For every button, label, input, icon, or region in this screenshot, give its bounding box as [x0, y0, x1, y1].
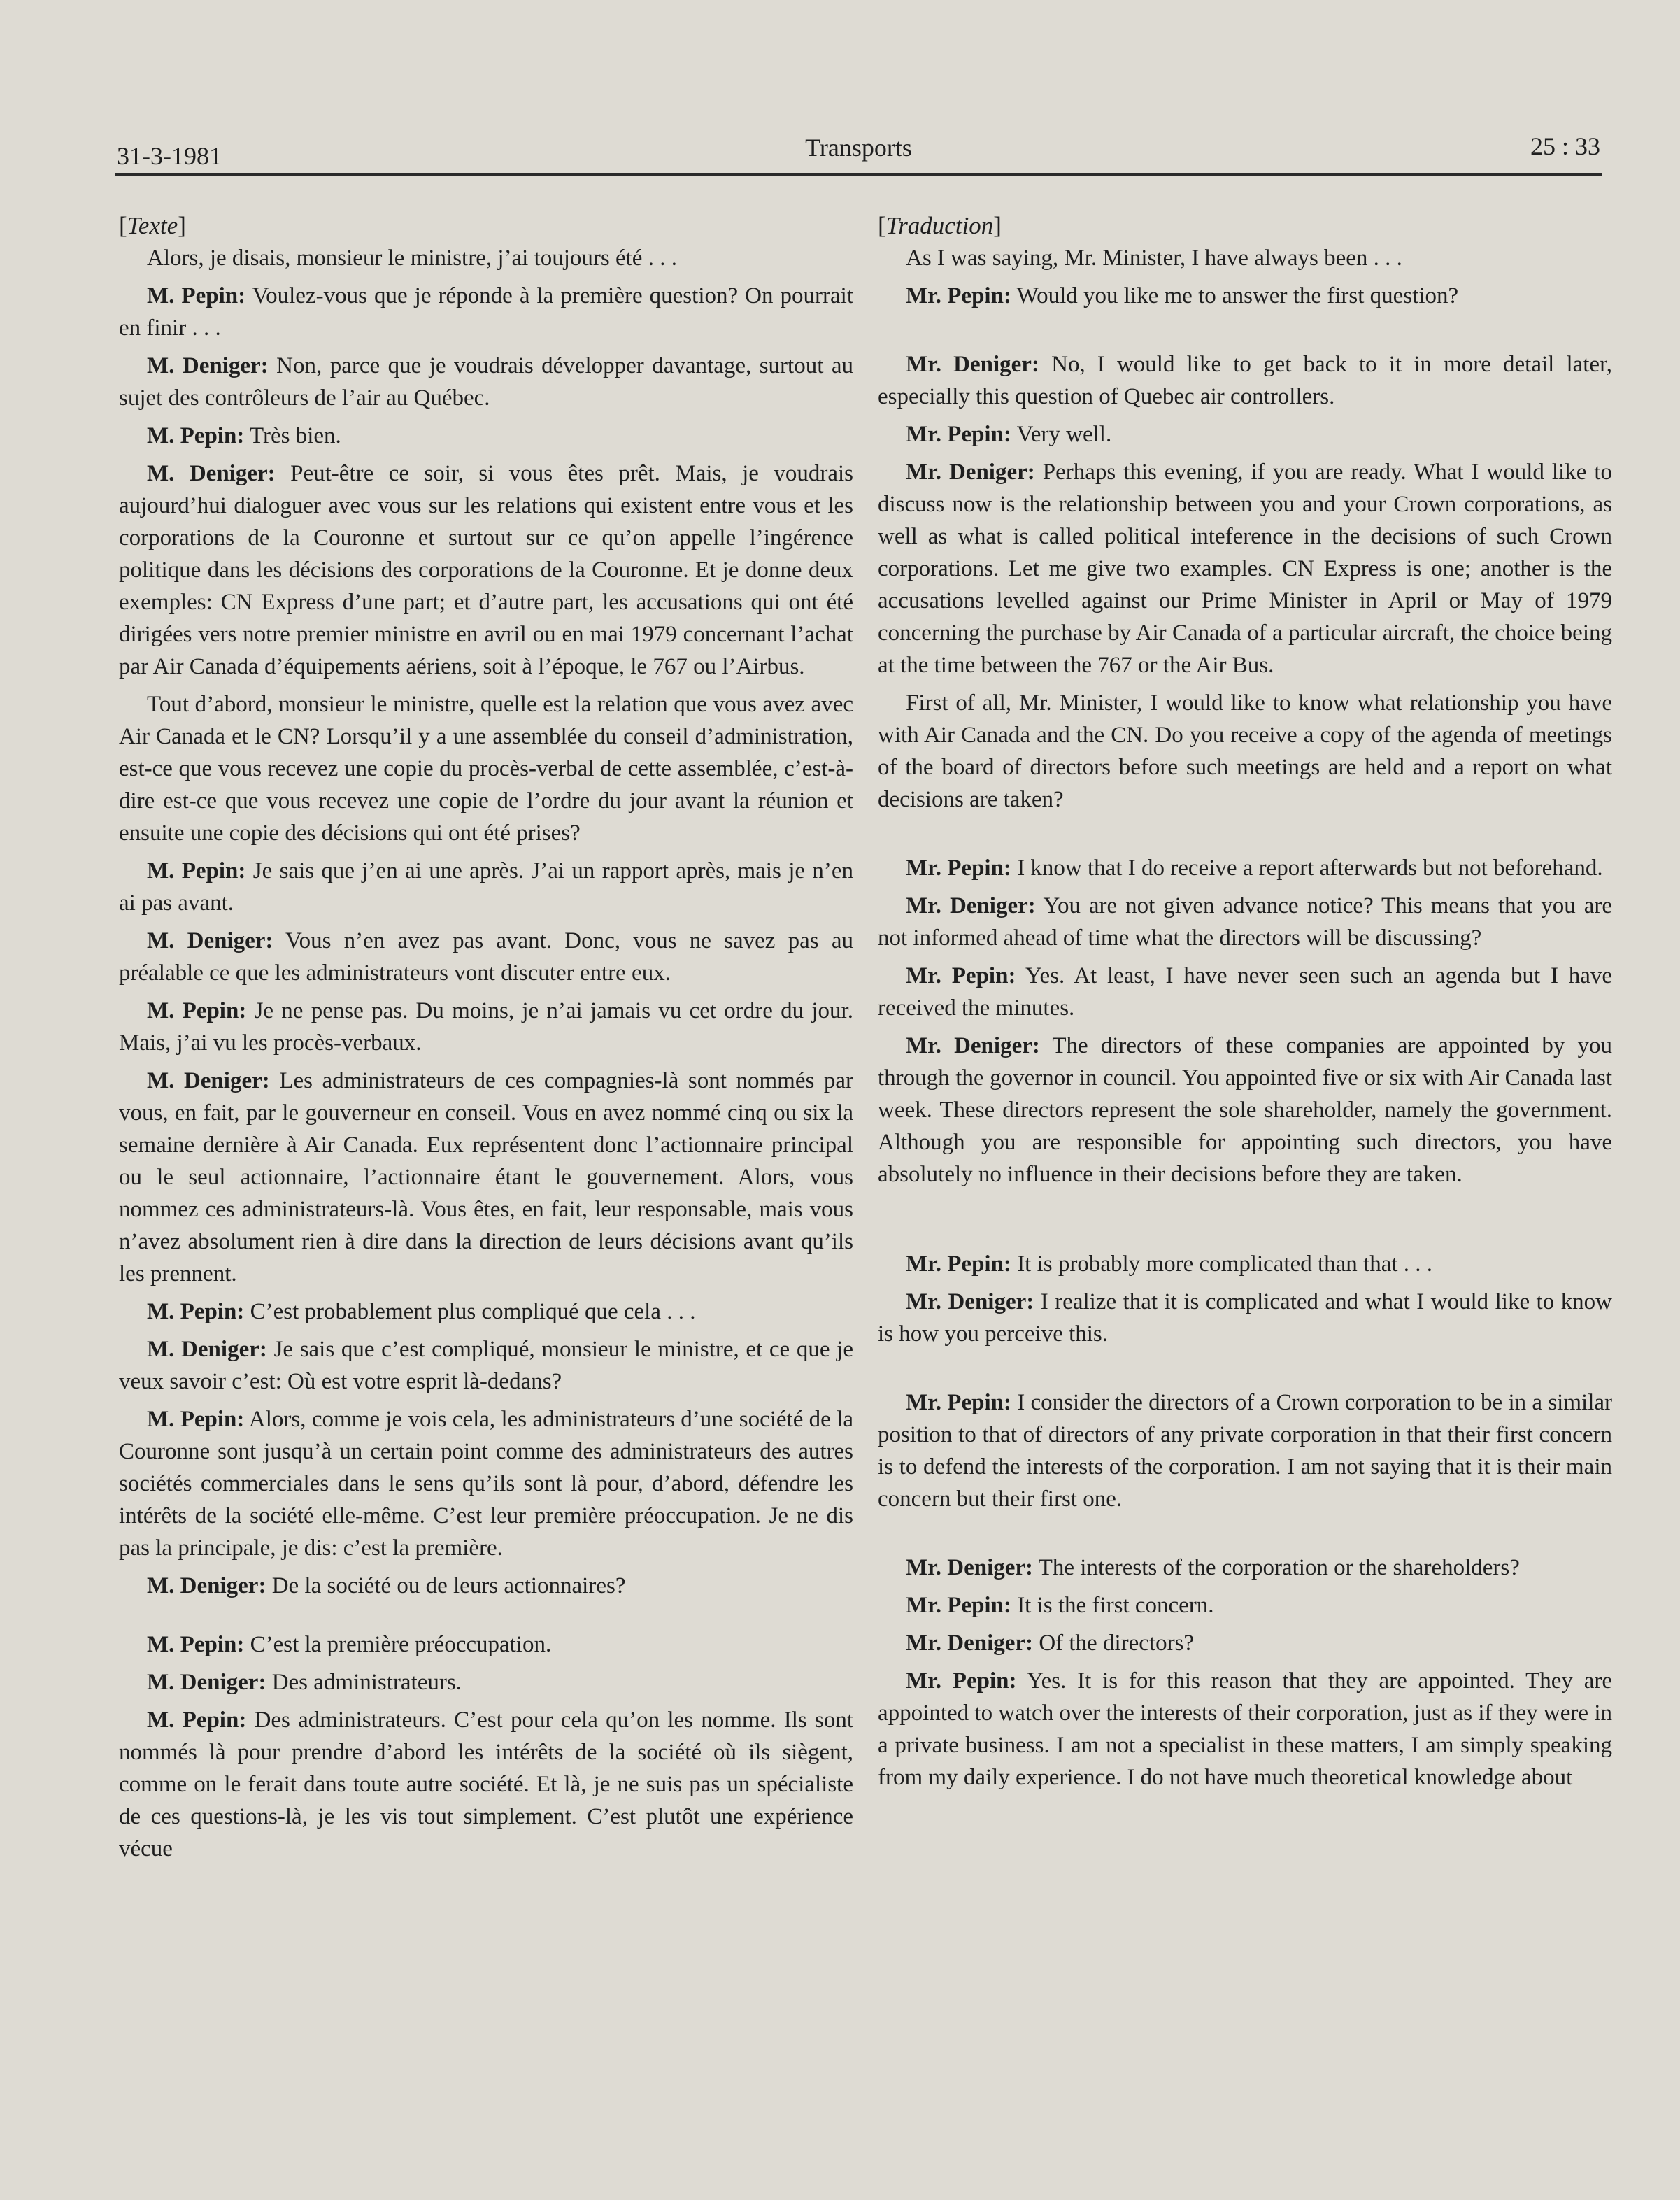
- speaker-name: M. Pepin:: [147, 283, 246, 308]
- paragraph: M. Pepin: Voulez-vous que je réponde à la première question? On pourrait en finir . . .: [119, 283, 853, 341]
- paragraph: Mr. Deniger: No, I would like to get back to it in more detail later, especially this question of Quebec air controllers.: [878, 352, 1612, 409]
- speaker-name: M. Pepin:: [147, 858, 246, 883]
- spacer: [878, 1227, 1612, 1248]
- spacer: [878, 821, 1612, 852]
- paragraph: M. Pepin: Je ne pense pas. Du moins, je n’ai jamais vu cet ordre du jour. Mais, j’ai vu les procès-verbaux.: [119, 998, 853, 1056]
- speaker-name: M. Pepin:: [147, 1708, 247, 1733]
- speaker-name: Mr. Deniger:: [906, 1033, 1040, 1058]
- header-page-number: 25 : 33: [1530, 132, 1600, 160]
- paragraph: Mr. Deniger: You are not given advance notice? This means that you are not informed ahead of time what the directors will be discussing?: [878, 893, 1612, 951]
- paragraph: M. Pepin: C’est probablement plus compliqué que cela . . .: [147, 1299, 696, 1324]
- spacer: [878, 1521, 1612, 1552]
- speaker-name: Mr. Pepin:: [906, 856, 1011, 881]
- paragraph: M. Deniger: Je sais que c’est compliqué, monsieur le ministre, et ce que je veux savoir c’est: Où est votre esprit là-dedans?: [119, 1337, 853, 1394]
- paragraph: M. Pepin: C’est la première préoccupation.: [147, 1632, 552, 1657]
- speaker-name: Mr. Deniger:: [906, 1555, 1034, 1580]
- speaker-name: Mr. Deniger:: [906, 893, 1036, 918]
- speaker-name: M. Pepin:: [147, 1299, 245, 1324]
- left-column-french: [119, 210, 853, 1871]
- right-column-english: [878, 210, 1612, 1799]
- speaker-name: Mr. Pepin:: [906, 422, 1011, 447]
- speaker-name: Mr. Pepin:: [906, 1668, 1017, 1694]
- speaker-name: Mr. Pepin:: [906, 1390, 1011, 1415]
- paragraph: Mr. Deniger: Of the directors?: [906, 1631, 1195, 1656]
- speaker-name: Mr. Deniger:: [906, 1289, 1034, 1314]
- paragraph: Mr. Pepin: Yes. At least, I have never seen such an agenda but I have received the minutes.: [878, 963, 1613, 1021]
- speaker-name: M. Pepin:: [147, 1632, 245, 1657]
- paragraph: First of all, Mr. Minister, I would like to know what relationship you have with Air Canada and the CN. Do you receive a copy of the agenda of meetings of the board of directors before such meetings are held and a report on what decisions are taken?: [878, 690, 1612, 812]
- language-label: [Traduction]: [878, 212, 1002, 239]
- paragraph: Alors, je disais, monsieur le ministre, j’ai toujours été . . .: [147, 246, 677, 271]
- paragraph: M. Deniger: Non, parce que je voudrais développer davantage, surtout au sujet des contrôleurs de l’air au Québec.: [119, 353, 854, 411]
- paragraph: M. Deniger: Des administrateurs.: [147, 1670, 462, 1695]
- spacer: [878, 1196, 1612, 1227]
- paragraph: As I was saying, Mr. Minister, I have always been . . .: [906, 246, 1402, 271]
- paragraph: Mr. Pepin: It is the first concern.: [906, 1593, 1214, 1618]
- speaker-name: M. Pepin:: [147, 1407, 245, 1432]
- spacer: [119, 1608, 853, 1628]
- speaker-name: M. Deniger:: [147, 1573, 266, 1598]
- speaker-name: M. Deniger:: [147, 1068, 270, 1093]
- paragraph: M. Pepin: Alors, comme je vois cela, les administrateurs d’une société de la Couronne sont jusqu’à un certain point comme des administrateurs des autres sociétés commerciales dans le sens qu’ils sont là pour, d’abord, défendre les intérêts de la société elle-même. C’est leur première préoccupation. Je ne dis pas la principale, je dis: c’est la première.: [119, 1407, 853, 1561]
- paragraph: Mr. Deniger: The interests of the corporation or the shareholders?: [906, 1555, 1520, 1580]
- speaker-name: M. Deniger:: [147, 1670, 266, 1695]
- paragraph: M. Pepin: Je sais que j’en ai une après. J’ai un rapport après, mais je n’en ai pas avant.: [119, 858, 853, 916]
- paragraph: M. Deniger: Peut-être ce soir, si vous êtes prêt. Mais, je voudrais aujourd’hui dialoguer avec vous sur les relations qui existent entre vous et les corporations de la Couronne et surtout sur ce qu’on appelle l’ingérence politique dans les décisions des corporations de la Couronne. Et je donne deux exemples: CN Express d’une part; et d’autre part, les accusations qui ont été dirigées vers notre premier ministre en avril ou en mai 1979 concernant l’achat par Air Canada d’équipements aériens, soit à l’époque, le 767 ou l’Airbus.: [119, 461, 853, 679]
- paragraph: Mr. Deniger: The directors of these companies are appointed by you through the governor in council. You appointed five or six with Air Canada last week. These directors represent the sole shareholder, namely the government. Although you are responsible for appointing such directors, you have absolutely no influence in their decisions before they are taken.: [878, 1033, 1612, 1187]
- speaker-name: M. Pepin:: [147, 998, 247, 1023]
- paragraph: M. Deniger: De la société ou de leurs actionnaires?: [147, 1573, 626, 1598]
- paragraph: M. Deniger: Vous n’en avez pas avant. Donc, vous ne savez pas au préalable ce que les administrateurs vont discuter entre eux.: [119, 928, 854, 986]
- speaker-name: Mr. Pepin:: [906, 1251, 1011, 1277]
- header-title: Transports: [805, 134, 912, 162]
- speaker-name: M. Pepin:: [147, 423, 245, 448]
- speaker-name: Mr. Deniger:: [906, 460, 1035, 485]
- speaker-name: M. Deniger:: [147, 353, 269, 378]
- paragraph: Mr. Pepin: It is probably more complicated than that . . .: [906, 1251, 1433, 1277]
- speaker-name: M. Deniger:: [147, 1337, 267, 1362]
- paragraph: M. Deniger: Les administrateurs de ces compagnies-là sont nommés par vous, en fait, par le gouverneur en conseil. Vous en avez nommé cinq ou six la semaine dernière à Air Canada. Eux représentent donc l’actionnaire principal ou le seul actionnaire, l’actionnaire étant le gouvernement. Alors, vous nommez ces administrateurs-là. Vous êtes, en fait, leur responsable, mais vous n’avez absolument rien à dire dans la direction de leurs décisions avant qu’ils les prennent.: [119, 1068, 854, 1286]
- paragraph: Mr. Pepin: Would you like me to answer the first question?: [906, 283, 1459, 308]
- speaker-name: M. Deniger:: [147, 461, 276, 486]
- language-label: [Texte]: [119, 212, 186, 239]
- paragraph: Mr. Pepin: I know that I do receive a report afterwards but not beforehand.: [906, 856, 1603, 881]
- speaker-name: M. Deniger:: [147, 928, 273, 953]
- paragraph: Mr. Deniger: Perhaps this evening, if you are ready. What I would like to discuss now is the relationship between you and your Crown corporations, as well as what is called political inteference in the decisions of such Crown corporations. Let me give two examples. CN Express is one; another is the accusations levelled against our Prime Minister in April or May of 1979 concerning the purchase by Air Canada of a particular aircraft, the choice being at the time between the 767 or the Air Bus.: [878, 460, 1612, 678]
- spacer: [878, 1356, 1612, 1386]
- paragraph: Mr. Deniger: I realize that it is complicated and what I would like to know is how you perceive this.: [878, 1289, 1613, 1347]
- header-date: 31-3-1981: [117, 142, 222, 170]
- paragraph: Mr. Pepin: I consider the directors of a Crown corporation to be in a similar position to that of directors of any private corporation in that their first concern is to defend the interests of the corporation. I am not saying that it is their main concern but their first one.: [878, 1390, 1612, 1512]
- paragraph: Tout d’abord, monsieur le ministre, quelle est la relation que vous avez avec Air Canada et le CN? Lorsqu’il y a une assemblée du conseil d’administration, est-ce que vous recevez une copie du procès-verbal de cette assemblée, c’est-à-dire est-ce que vous recevez une copie de l’ordre du jour avant la réunion et ensuite une copie des décisions qui ont été prises?: [119, 692, 853, 846]
- speaker-name: Mr. Pepin:: [906, 963, 1016, 988]
- speaker-name: Mr. Deniger:: [906, 1631, 1034, 1656]
- paragraph: Mr. Pepin: Very well.: [906, 422, 1112, 447]
- speaker-name: Mr. Pepin:: [906, 1593, 1011, 1618]
- speaker-name: Mr. Deniger:: [906, 352, 1039, 377]
- speaker-name: Mr. Pepin:: [906, 283, 1011, 308]
- page-header: [115, 132, 1602, 176]
- paragraph: Mr. Pepin: Yes. It is for this reason that they are appointed. They are appointed to watch over the interests of their corporation, just as if they were in a private business. I am not a specialist in these matters, I am simply speaking from my daily experience. I do not have much theoretical knowledge about: [878, 1668, 1612, 1790]
- paragraph: M. Pepin: Très bien.: [147, 423, 341, 448]
- paragraph: M. Pepin: Des administrateurs. C’est pour cela qu’on les nomme. Ils sont nommés là pour prendre d’abord les intérêts de la société où ils siègent, comme on le ferait dans toute autre société. Et là, je ne suis pas un spécialiste de ces questions-là, je les vis tout simplement. C’est plutôt une expérience vécue: [119, 1708, 853, 1861]
- spacer: [878, 318, 1612, 348]
